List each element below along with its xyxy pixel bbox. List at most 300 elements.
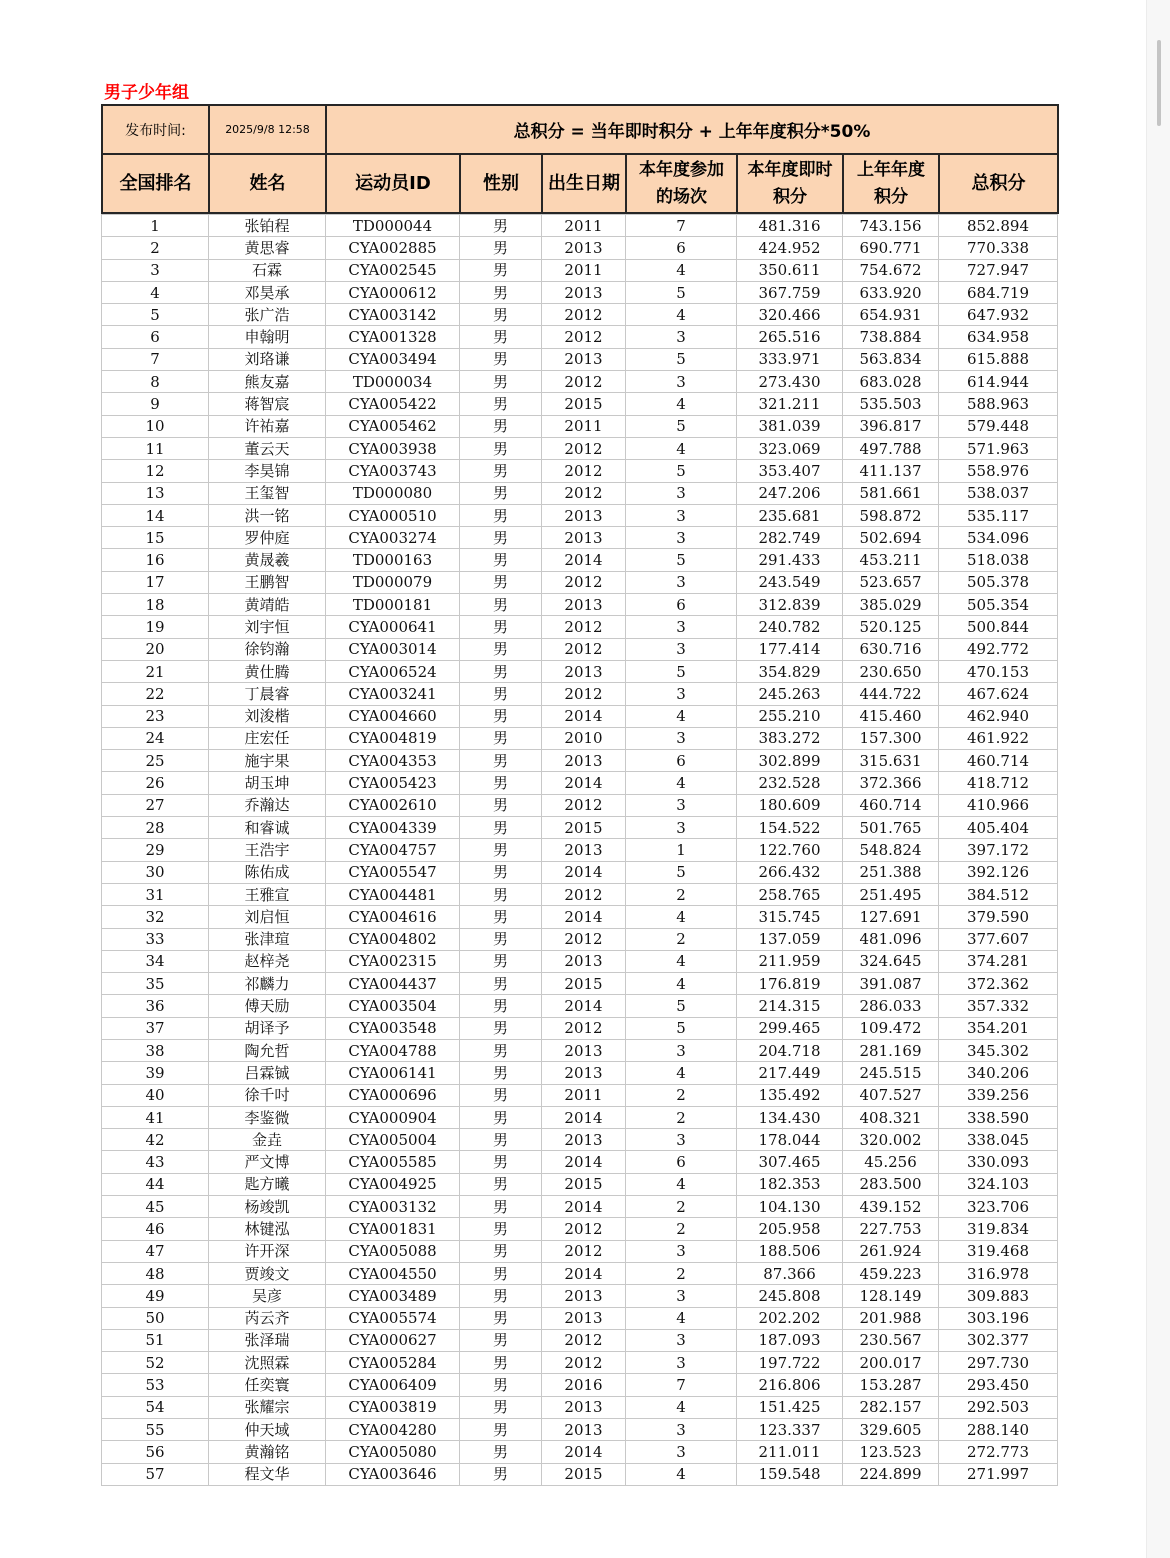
rank-cell: 14 (102, 504, 209, 526)
athlete-id-cell: CYA003489 (326, 1285, 460, 1307)
name-cell: 董云天 (209, 437, 326, 459)
athlete-id-cell: CYA003494 (326, 348, 460, 370)
last-year-points-cell: 411.137 (843, 460, 939, 482)
table-row (102, 928, 1058, 950)
name-cell: 王鹏智 (209, 571, 326, 593)
name-cell: 胡译予 (209, 1017, 326, 1039)
birth-year-cell: 2012 (542, 482, 626, 504)
rank-cell: 45 (102, 1196, 209, 1218)
birth-year-cell: 2011 (542, 259, 626, 281)
gender-cell: 男 (460, 1262, 542, 1284)
name-cell: 乔瀚达 (209, 794, 326, 816)
table-row (102, 817, 1058, 839)
name-cell: 杨竣凯 (209, 1196, 326, 1218)
events-cell: 3 (626, 326, 737, 348)
name-cell: 吕霖铖 (209, 1062, 326, 1084)
table-row (102, 1329, 1058, 1351)
birth-year-cell: 2012 (542, 1017, 626, 1039)
last-year-points-cell: 372.366 (843, 772, 939, 794)
birth-year-cell: 2012 (542, 794, 626, 816)
gender-cell: 男 (460, 1285, 542, 1307)
athlete-id-cell: CYA004339 (326, 817, 460, 839)
table-row (102, 1285, 1058, 1307)
rank-cell: 17 (102, 571, 209, 593)
total-points-cell: 324.103 (939, 1173, 1058, 1195)
athlete-id-cell: TD000034 (326, 371, 460, 393)
last-year-points-cell: 200.017 (843, 1352, 939, 1374)
birth-year-cell: 2014 (542, 772, 626, 794)
name-cell: 任奕寰 (209, 1374, 326, 1396)
birth-year-cell: 2012 (542, 326, 626, 348)
athlete-id-cell: CYA004280 (326, 1419, 460, 1441)
name-cell: 黄仕腾 (209, 660, 326, 682)
rank-cell: 55 (102, 1419, 209, 1441)
events-cell: 4 (626, 304, 737, 326)
athlete-id-cell: CYA003274 (326, 527, 460, 549)
rank-cell: 32 (102, 906, 209, 928)
name-cell: 芮云齐 (209, 1307, 326, 1329)
last-year-points-cell: 127.691 (843, 906, 939, 928)
gender-cell: 男 (460, 1374, 542, 1396)
athlete-id-cell: CYA003646 (326, 1463, 460, 1485)
header-athlete-id: 运动员ID (326, 154, 460, 213)
total-points-cell: 297.730 (939, 1352, 1058, 1374)
name-cell: 石霖 (209, 259, 326, 281)
birth-year-cell: 2012 (542, 571, 626, 593)
events-cell: 2 (626, 1196, 737, 1218)
rank-cell: 42 (102, 1129, 209, 1151)
gender-cell: 男 (460, 727, 542, 749)
current-points-cell: 216.806 (737, 1374, 843, 1396)
name-cell: 金垚 (209, 1129, 326, 1151)
table-row (102, 750, 1058, 772)
total-points-cell: 374.281 (939, 950, 1058, 972)
gender-cell: 男 (460, 883, 542, 905)
gender-cell: 男 (460, 683, 542, 705)
header-current-line1: 本年度即时 (747, 159, 833, 180)
current-points-cell: 258.765 (737, 883, 843, 905)
athlete-id-cell: CYA004802 (326, 928, 460, 950)
rank-cell: 38 (102, 1039, 209, 1061)
birth-year-cell: 2011 (542, 415, 626, 437)
total-points-cell: 410.966 (939, 794, 1058, 816)
current-points-cell: 247.206 (737, 482, 843, 504)
table-row (102, 415, 1058, 437)
table-row (102, 1196, 1058, 1218)
events-cell: 3 (626, 504, 737, 526)
total-points-cell: 461.922 (939, 727, 1058, 749)
table-row (102, 1039, 1058, 1061)
gender-cell: 男 (460, 1240, 542, 1262)
name-cell: 仲天域 (209, 1419, 326, 1441)
current-points-cell: 321.211 (737, 393, 843, 415)
total-points-cell: 292.503 (939, 1396, 1058, 1418)
gender-cell: 男 (460, 571, 542, 593)
events-cell: 3 (626, 794, 737, 816)
total-points-cell: 271.997 (939, 1463, 1058, 1485)
rank-cell: 6 (102, 326, 209, 348)
gender-cell: 男 (460, 950, 542, 972)
birth-year-cell: 2014 (542, 1151, 626, 1173)
current-points-cell: 333.971 (737, 348, 843, 370)
events-cell: 3 (626, 1329, 737, 1351)
total-points-cell: 684.719 (939, 281, 1058, 303)
gender-cell: 男 (460, 237, 542, 259)
table-row (102, 1106, 1058, 1128)
athlete-id-cell: CYA004616 (326, 906, 460, 928)
current-points-cell: 273.430 (737, 371, 843, 393)
gender-cell: 男 (460, 750, 542, 772)
gender-cell: 男 (460, 1352, 542, 1374)
table-row (102, 995, 1058, 1017)
name-cell: 张津瑄 (209, 928, 326, 950)
total-points-cell: 323.706 (939, 1196, 1058, 1218)
events-cell: 3 (626, 482, 737, 504)
gender-cell: 男 (460, 482, 542, 504)
current-points-cell: 154.522 (737, 817, 843, 839)
rank-cell: 4 (102, 281, 209, 303)
gender-cell: 男 (460, 995, 542, 1017)
gender-cell: 男 (460, 460, 542, 482)
last-year-points-cell: 245.515 (843, 1062, 939, 1084)
birth-year-cell: 2014 (542, 1106, 626, 1128)
ranking-table (101, 214, 1058, 1486)
events-cell: 4 (626, 1062, 737, 1084)
name-cell: 匙方曦 (209, 1173, 326, 1195)
current-points-cell: 381.039 (737, 415, 843, 437)
current-points-cell: 481.316 (737, 215, 843, 237)
current-points-cell: 282.749 (737, 527, 843, 549)
total-points-cell: 460.714 (939, 750, 1058, 772)
birth-year-cell: 2012 (542, 683, 626, 705)
current-points-cell: 383.272 (737, 727, 843, 749)
events-cell: 3 (626, 1441, 737, 1463)
birth-year-cell: 2011 (542, 215, 626, 237)
rank-cell: 27 (102, 794, 209, 816)
last-year-points-cell: 324.645 (843, 950, 939, 972)
current-points-cell: 205.958 (737, 1218, 843, 1240)
events-cell: 5 (626, 995, 737, 1017)
current-points-cell: 204.718 (737, 1039, 843, 1061)
rank-cell: 16 (102, 549, 209, 571)
total-points-cell: 614.944 (939, 371, 1058, 393)
athlete-id-cell: CYA005547 (326, 861, 460, 883)
events-cell: 2 (626, 1106, 737, 1128)
gender-cell: 男 (460, 1396, 542, 1418)
page-title: 男子少年组 (104, 83, 189, 103)
birth-year-cell: 2013 (542, 527, 626, 549)
birth-year-cell: 2011 (542, 1084, 626, 1106)
last-year-points-cell: 283.500 (843, 1173, 939, 1195)
table-row (102, 1129, 1058, 1151)
athlete-id-cell: CYA004437 (326, 973, 460, 995)
rank-cell: 34 (102, 950, 209, 972)
current-points-cell: 211.959 (737, 950, 843, 972)
gender-cell: 男 (460, 281, 542, 303)
total-points-cell: 579.448 (939, 415, 1058, 437)
name-cell: 李鉴微 (209, 1106, 326, 1128)
birth-year-cell: 2013 (542, 1396, 626, 1418)
athlete-id-cell: CYA004819 (326, 727, 460, 749)
header-current-line2: 积分 (773, 186, 807, 207)
ranking-header (101, 104, 1059, 214)
birth-year-cell: 2014 (542, 549, 626, 571)
current-points-cell: 180.609 (737, 794, 843, 816)
current-points-cell: 187.093 (737, 1329, 843, 1351)
events-cell: 3 (626, 683, 737, 705)
gender-cell: 男 (460, 527, 542, 549)
name-cell: 刘启恒 (209, 906, 326, 928)
name-cell: 施宇果 (209, 750, 326, 772)
last-year-points-cell: 251.388 (843, 861, 939, 883)
last-year-points-cell: 738.884 (843, 326, 939, 348)
athlete-id-cell: CYA000627 (326, 1329, 460, 1351)
rank-cell: 44 (102, 1173, 209, 1195)
birth-year-cell: 2013 (542, 950, 626, 972)
birth-year-cell: 2016 (542, 1374, 626, 1396)
events-cell: 3 (626, 1240, 737, 1262)
birth-year-cell: 2014 (542, 1262, 626, 1284)
gender-cell: 男 (460, 1151, 542, 1173)
total-points-cell: 535.117 (939, 504, 1058, 526)
events-cell: 2 (626, 1262, 737, 1284)
table-row (102, 1173, 1058, 1195)
athlete-id-cell: CYA003142 (326, 304, 460, 326)
rank-cell: 29 (102, 839, 209, 861)
total-points-cell: 500.844 (939, 616, 1058, 638)
rank-cell: 35 (102, 973, 209, 995)
athlete-id-cell: CYA006141 (326, 1062, 460, 1084)
athlete-id-cell: CYA006409 (326, 1374, 460, 1396)
last-year-points-cell: 224.899 (843, 1463, 939, 1485)
gender-cell: 男 (460, 1463, 542, 1485)
table-row (102, 437, 1058, 459)
last-year-points-cell: 563.834 (843, 348, 939, 370)
rank-cell: 50 (102, 1307, 209, 1329)
last-year-points-cell: 535.503 (843, 393, 939, 415)
gender-cell: 男 (460, 549, 542, 571)
athlete-id-cell: CYA004757 (326, 839, 460, 861)
events-cell: 4 (626, 1396, 737, 1418)
name-cell: 黄靖皓 (209, 594, 326, 616)
table-row (102, 794, 1058, 816)
birth-year-cell: 2013 (542, 348, 626, 370)
header-last-line2: 积分 (874, 186, 908, 207)
gender-cell: 男 (460, 504, 542, 526)
total-points-cell: 538.037 (939, 482, 1058, 504)
table-row (102, 950, 1058, 972)
current-points-cell: 245.808 (737, 1285, 843, 1307)
total-points-cell: 340.206 (939, 1062, 1058, 1084)
name-cell: 沈照霖 (209, 1352, 326, 1374)
total-points-cell: 470.153 (939, 660, 1058, 682)
athlete-id-cell: CYA005284 (326, 1352, 460, 1374)
gender-cell: 男 (460, 1196, 542, 1218)
total-points-cell: 505.378 (939, 571, 1058, 593)
current-points-cell: 243.549 (737, 571, 843, 593)
rank-cell: 39 (102, 1062, 209, 1084)
total-points-cell: 288.140 (939, 1419, 1058, 1441)
events-cell: 3 (626, 571, 737, 593)
total-points-cell: 319.468 (939, 1240, 1058, 1262)
events-cell: 4 (626, 973, 737, 995)
last-year-points-cell: 230.650 (843, 660, 939, 682)
last-year-points-cell: 329.605 (843, 1419, 939, 1441)
current-points-cell: 367.759 (737, 281, 843, 303)
gender-cell: 男 (460, 304, 542, 326)
last-year-points-cell: 743.156 (843, 215, 939, 237)
events-cell: 2 (626, 1218, 737, 1240)
events-cell: 1 (626, 839, 737, 861)
table-row (102, 1419, 1058, 1441)
events-cell: 3 (626, 616, 737, 638)
last-year-points-cell: 251.495 (843, 883, 939, 905)
rank-cell: 51 (102, 1329, 209, 1351)
current-points-cell: 123.337 (737, 1419, 843, 1441)
events-cell: 4 (626, 393, 737, 415)
total-points-cell: 272.773 (939, 1441, 1058, 1463)
birth-year-cell: 2012 (542, 1218, 626, 1240)
current-points-cell: 354.829 (737, 660, 843, 682)
scrollbar-thumb[interactable] (1157, 40, 1161, 126)
birth-year-cell: 2012 (542, 1329, 626, 1351)
current-points-cell: 307.465 (737, 1151, 843, 1173)
events-cell: 5 (626, 861, 737, 883)
current-points-cell: 255.210 (737, 705, 843, 727)
events-cell: 4 (626, 1463, 737, 1485)
events-cell: 3 (626, 1039, 737, 1061)
birth-year-cell: 2014 (542, 995, 626, 1017)
name-cell: 陈佑成 (209, 861, 326, 883)
last-year-points-cell: 315.631 (843, 750, 939, 772)
gender-cell: 男 (460, 616, 542, 638)
name-cell: 和睿诚 (209, 817, 326, 839)
events-cell: 3 (626, 1285, 737, 1307)
current-points-cell: 134.430 (737, 1106, 843, 1128)
gender-cell: 男 (460, 1017, 542, 1039)
last-year-points-cell: 391.087 (843, 973, 939, 995)
table-row (102, 215, 1058, 237)
events-cell: 2 (626, 928, 737, 950)
events-cell: 4 (626, 259, 737, 281)
table-row (102, 1441, 1058, 1463)
current-points-cell: 122.760 (737, 839, 843, 861)
athlete-id-cell: CYA003241 (326, 683, 460, 705)
name-cell: 祁麟力 (209, 973, 326, 995)
athlete-id-cell: CYA002315 (326, 950, 460, 972)
birth-year-cell: 2015 (542, 817, 626, 839)
header-current-points (737, 154, 843, 213)
current-points-cell: 265.516 (737, 326, 843, 348)
table-row (102, 1151, 1058, 1173)
total-points-cell: 354.201 (939, 1017, 1058, 1039)
rank-cell: 37 (102, 1017, 209, 1039)
current-points-cell: 291.433 (737, 549, 843, 571)
name-cell: 刘浚楷 (209, 705, 326, 727)
total-points-cell: 392.126 (939, 861, 1058, 883)
birth-year-cell: 2012 (542, 371, 626, 393)
total-points-cell: 303.196 (939, 1307, 1058, 1329)
rank-cell: 52 (102, 1352, 209, 1374)
total-points-cell: 397.172 (939, 839, 1058, 861)
rank-cell: 46 (102, 1218, 209, 1240)
header-events-line2: 的场次 (656, 186, 707, 207)
gender-cell: 男 (460, 1129, 542, 1151)
current-points-cell: 137.059 (737, 928, 843, 950)
table-row (102, 660, 1058, 682)
gender-cell: 男 (460, 638, 542, 660)
athlete-id-cell: CYA003548 (326, 1017, 460, 1039)
total-points-cell: 588.963 (939, 393, 1058, 415)
last-year-points-cell: 109.472 (843, 1017, 939, 1039)
last-year-points-cell: 439.152 (843, 1196, 939, 1218)
name-cell: 邓昊承 (209, 281, 326, 303)
name-cell: 陶允哲 (209, 1039, 326, 1061)
table-row (102, 906, 1058, 928)
table-row (102, 460, 1058, 482)
current-points-cell: 266.432 (737, 861, 843, 883)
table-row (102, 1262, 1058, 1284)
table-row (102, 237, 1058, 259)
events-cell: 5 (626, 1017, 737, 1039)
birth-year-cell: 2012 (542, 883, 626, 905)
athlete-id-cell: TD000080 (326, 482, 460, 504)
last-year-points-cell: 157.300 (843, 727, 939, 749)
table-row (102, 482, 1058, 504)
birth-year-cell: 2015 (542, 393, 626, 415)
gender-cell: 男 (460, 772, 542, 794)
table-row (102, 1352, 1058, 1374)
current-points-cell: 211.011 (737, 1441, 843, 1463)
last-year-points-cell: 396.817 (843, 415, 939, 437)
name-cell: 徐千吋 (209, 1084, 326, 1106)
total-points-cell: 770.338 (939, 237, 1058, 259)
gender-cell: 男 (460, 1307, 542, 1329)
birth-year-cell: 2012 (542, 1240, 626, 1262)
gender-cell: 男 (460, 326, 542, 348)
events-cell: 2 (626, 883, 737, 905)
current-points-cell: 350.611 (737, 259, 843, 281)
events-cell: 4 (626, 950, 737, 972)
birth-year-cell: 2014 (542, 1441, 626, 1463)
events-cell: 3 (626, 1352, 737, 1374)
total-points-cell: 467.624 (939, 683, 1058, 705)
athlete-id-cell: CYA004550 (326, 1262, 460, 1284)
rank-cell: 56 (102, 1441, 209, 1463)
athlete-id-cell: CYA002610 (326, 794, 460, 816)
gender-cell: 男 (460, 393, 542, 415)
birth-year-cell: 2013 (542, 1062, 626, 1084)
events-cell: 6 (626, 750, 737, 772)
scrollbar-track[interactable] (1146, 0, 1170, 1558)
birth-year-cell: 2012 (542, 460, 626, 482)
rank-cell: 19 (102, 616, 209, 638)
athlete-id-cell: CYA002885 (326, 237, 460, 259)
table-row (102, 1084, 1058, 1106)
table-row (102, 281, 1058, 303)
total-points-cell: 379.590 (939, 906, 1058, 928)
rank-cell: 2 (102, 237, 209, 259)
events-cell: 5 (626, 415, 737, 437)
header-last-line1: 上年年度 (857, 159, 925, 180)
gender-cell: 男 (460, 1084, 542, 1106)
birth-year-cell: 2013 (542, 504, 626, 526)
athlete-id-cell: CYA004660 (326, 705, 460, 727)
events-cell: 5 (626, 348, 737, 370)
header-gender: 性别 (460, 154, 542, 213)
rank-cell: 5 (102, 304, 209, 326)
name-cell: 刘珞谦 (209, 348, 326, 370)
